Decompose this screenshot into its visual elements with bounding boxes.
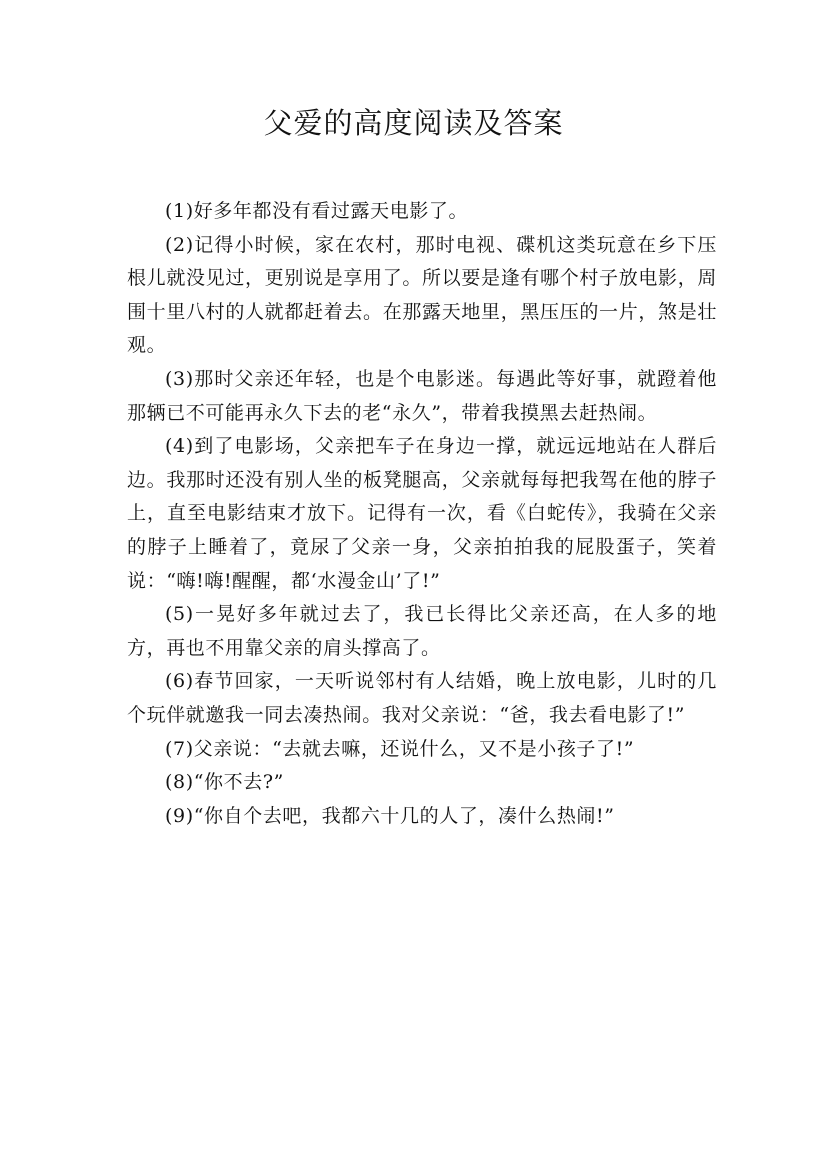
paragraph-3: (3)那时父亲还年轻，也是个电影迷。每遇此等好事，就蹬着他那辆已不可能再永久下去的老“永久”，带着我摸黑去赶热闹。 bbox=[127, 367, 717, 424]
document-body bbox=[127, 195, 717, 833]
paragraph-7: (7)父亲说：“去就去嘛，还说什么，又不是小孩子了!” bbox=[165, 737, 635, 760]
paragraph-6: (6)春节回家，一天听说邻村有人结婚，晚上放电影，儿时的几个玩伴就邀我一同去凑热闹。我对父亲说：“爸，我去看电影了!” bbox=[127, 670, 717, 726]
paragraph-2: (2)记得小时候，家在农村，那时电视、碟机这类玩意在乡下压根儿就没见过，更别说是享用了。所以要是逢有哪个村子放电影，周围十里八村的人就都赶着去。在那露天地里，黑压压的一片，煞是壮观。 bbox=[127, 233, 717, 357]
paragraph-8: (8)“你不去?” bbox=[165, 771, 284, 794]
paragraph-4: (4)到了电影场，父亲把车子在身边一撑，就远远地站在人群后边。我那时还没有别人坐的板凳腿高，父亲就每每把我驾在他的脖子上，直至电影结束才放下。记得有一次，看《白蛇传》，我骑在父亲的脖子上睡着了，竟尿了父亲一身，父亲拍拍我的屁股蛋子，笑着说：“嗨!嗨!醒醒，都‘水漫金山’了!” bbox=[127, 435, 717, 592]
paragraph-1: (1)好多年都没有看过露天电影了。 bbox=[165, 200, 469, 222]
document-title: 父爱的高度阅读及答案 bbox=[263, 106, 564, 140]
paragraph-9: (9)“你自个去吧，我都六十几的人了，凑什么热闹!” bbox=[165, 804, 615, 827]
paragraph-5: (5)一晃好多年就过去了，我已长得比父亲还高，在人多的地方，再也不用靠父亲的肩头撑高了。 bbox=[127, 603, 717, 659]
